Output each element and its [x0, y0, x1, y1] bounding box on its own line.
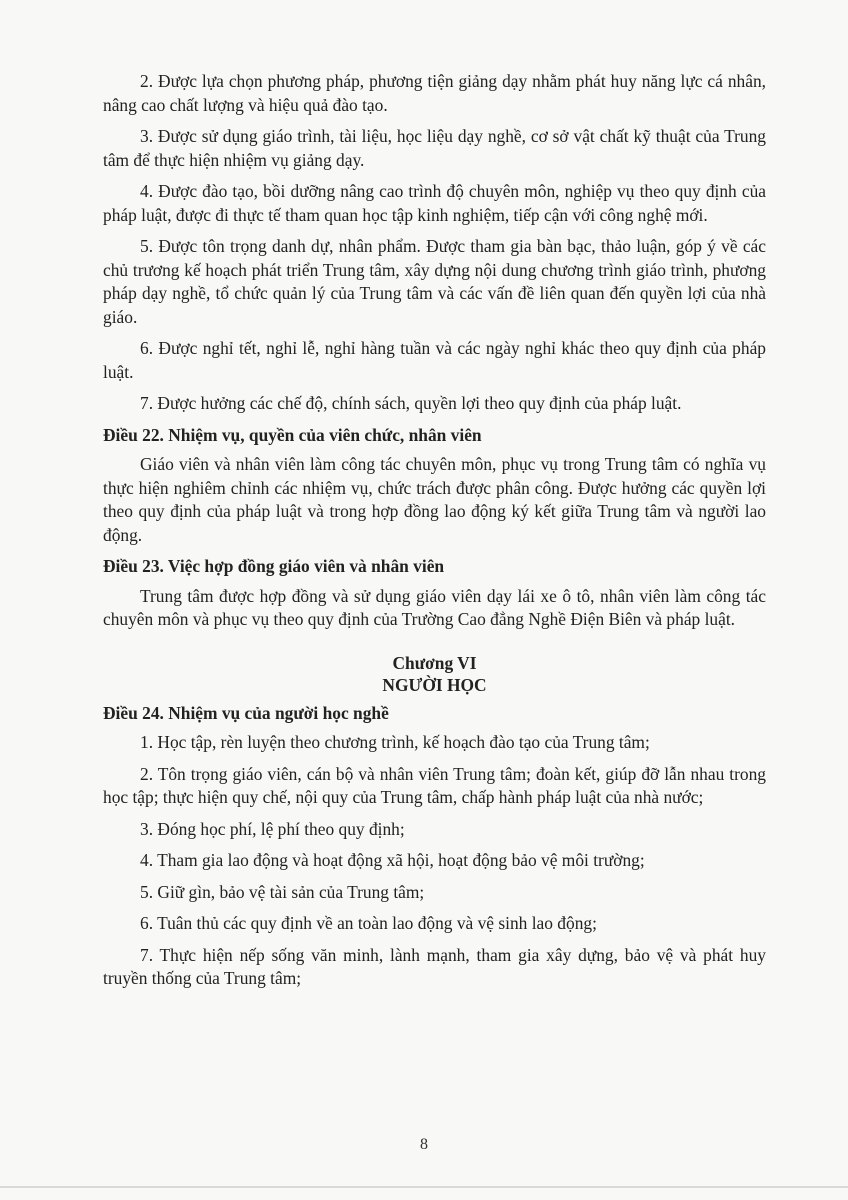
learner-duty-6: 6. Tuân thủ các quy định về an toàn lao động và vệ sinh lao động;	[140, 913, 597, 933]
chapter-title: NGƯỜI HỌC	[382, 674, 487, 695]
learner-duty-2: 2. Tôn trọng giáo viên, cán bộ và nhân viên Trung tâm; đoàn kết, giúp đỡ lẫn nhau trong học tập; thực hiện quy chế, nội quy của Trung tâm, chấp hành pháp luật của nhà nước;	[103, 763, 766, 807]
article-22-heading: Điều 22. Nhiệm vụ, quyền của viên chức, nhân viên	[103, 424, 482, 445]
article-22-body: Giáo viên và nhân viên làm công tác chuyên môn, phục vụ trong Trung tâm có nghĩa vụ thực hiện nghiêm chỉnh các nhiệm vụ, chức trách được phân công. Được hưởng các quyền lợi theo quy định của pháp luật và trong hợp đồng lao động ký kết giữa Trung tâm và người lao động.	[103, 454, 766, 545]
paragraph-item-3: 3. Được sử dụng giáo trình, tài liệu, học liệu dạy nghề, cơ sở vật chất kỹ thuật của Trung tâm để thực hiện nhiệm vụ giảng dạy.	[103, 126, 766, 170]
page-number: 8	[420, 1136, 428, 1153]
paragraph-item-6: 6. Được nghỉ tết, nghỉ lễ, nghỉ hàng tuần và các ngày nghỉ khác theo quy định của pháp luật.	[103, 338, 766, 382]
learner-duty-4: 4. Tham gia lao động và hoạt động xã hội, hoạt động bảo vệ môi trường;	[140, 850, 645, 870]
paragraph-item-2: 2. Được lựa chọn phương pháp, phương tiện giảng dạy nhằm phát huy năng lực cá nhân, nâng cao chất lượng và hiệu quả đào tạo.	[103, 71, 766, 115]
paragraph-item-4: 4. Được đào tạo, bồi dưỡng nâng cao trình độ chuyên môn, nghiệp vụ theo quy định của pháp luật, được đi thực tế tham quan học tập kinh nghiệm, tiếp cận với công nghệ mới.	[103, 181, 766, 225]
chapter-number: Chương VI	[392, 652, 477, 673]
paragraph-item-5: 5. Được tôn trọng danh dự, nhân phẩm. Được tham gia bàn bạc, thảo luận, góp ý về các chủ trương kế hoạch phát triển Trung tâm, xây dựng nội dung chương trình giáo trình, phương pháp dạy nghề, tổ chức quản lý của Trung tâm và các vấn đề liên quan đến quyền lợi của nhà giáo.	[103, 236, 766, 327]
learner-duty-7: 7. Thực hiện nếp sống văn minh, lành mạnh, tham gia xây dựng, bảo vệ và phát huy truyền thống của Trung tâm;	[103, 944, 766, 988]
article-23-heading: Điều 23. Việc hợp đồng giáo viên và nhân viên	[103, 556, 445, 576]
learner-duty-1: 1. Học tập, rèn luyện theo chương trình, kế hoạch đào tạo của Trung tâm;	[140, 732, 650, 752]
learner-duty-5: 5. Giữ gìn, bảo vệ tài sản của Trung tâm;	[140, 881, 425, 902]
bottom-scan-edge	[0, 1186, 848, 1188]
paragraph-item-7: 7. Được hưởng các chế độ, chính sách, quyền lợi theo quy định của pháp luật.	[140, 393, 682, 413]
article-24-heading: Điều 24. Nhiệm vụ của người học nghề	[103, 702, 389, 723]
learner-duty-3: 3. Đóng học phí, lệ phí theo quy định;	[140, 818, 405, 839]
article-23-body: Trung tâm được hợp đồng và sử dụng giáo viên dạy lái xe ô tô, nhân viên làm công tác chuyên môn và phục vụ theo quy định của Trường Cao đẳng Nghề Điện Biên và pháp luật.	[103, 585, 766, 629]
document-body	[103, 70, 766, 999]
chapter-heading	[103, 652, 766, 696]
